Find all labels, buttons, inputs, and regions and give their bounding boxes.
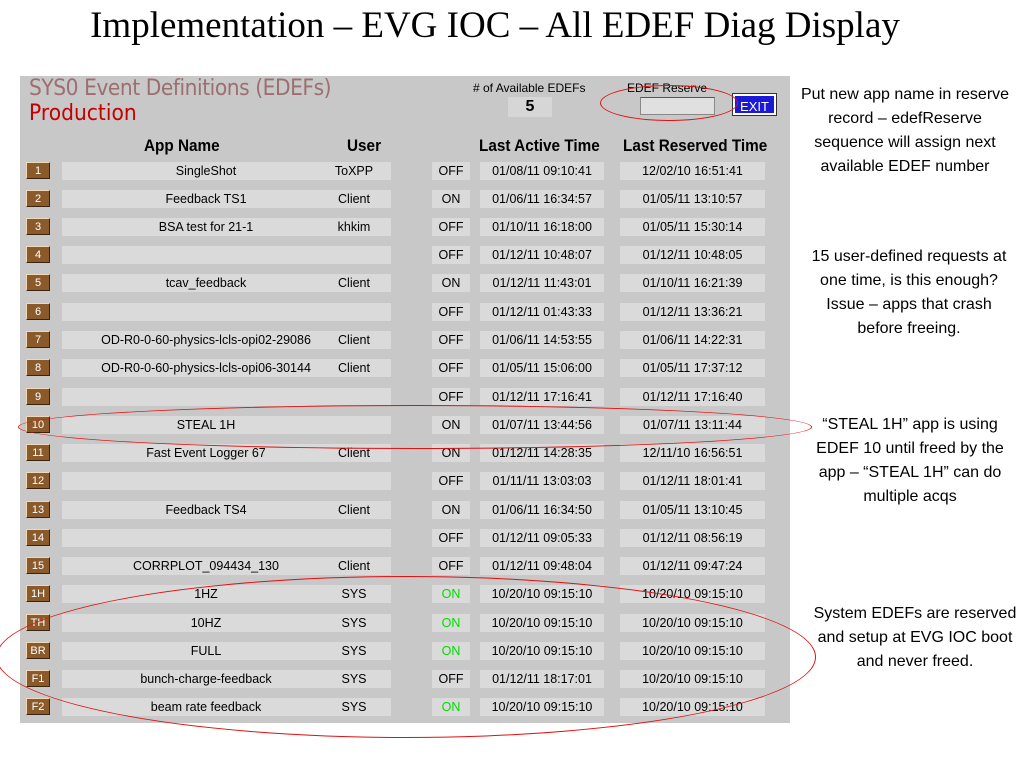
last-reserved-cell: 01/12/11 17:16:40 (620, 388, 765, 406)
last-reserved-cell: 10/20/10 09:15:10 (620, 614, 765, 632)
last-reserved-cell: 01/12/11 10:48:05 (620, 246, 765, 264)
table-row (20, 160, 790, 182)
state-cell: OFF (432, 162, 470, 180)
last-reserved-cell: 10/20/10 09:15:10 (620, 585, 765, 603)
state-cell: OFF (432, 529, 470, 547)
app-name-cell: STEAL 1H (62, 416, 350, 434)
last-reserved-cell: 01/05/11 15:30:14 (620, 218, 765, 236)
slide-title: Implementation – EVG IOC – All EDEF Diag Display (90, 5, 900, 46)
last-reserved-cell: 01/10/11 16:21:39 (620, 274, 765, 292)
last-active-cell: 01/12/11 14:28:35 (480, 444, 604, 462)
last-active-cell: 01/12/11 18:17:01 (480, 670, 604, 688)
state-cell: OFF (432, 303, 470, 321)
last-active-cell: 01/08/11 09:10:41 (480, 162, 604, 180)
state-cell: ON (432, 642, 470, 660)
state-cell: ON (432, 698, 470, 716)
state-cell: OFF (432, 670, 470, 688)
note-reserve-record: Put new app name in reserve record – edefReserve sequence will assign next available EDEF number (800, 86, 1010, 175)
state-cell: ON (432, 190, 470, 208)
state-cell: OFF (432, 472, 470, 490)
user-cell: SYS (317, 614, 391, 632)
user-cell: Client (317, 190, 391, 208)
last-active-cell: 01/12/11 09:48:04 (480, 557, 604, 575)
note-system-edefs: System EDEFs are reserved and setup at EVG IOC boot and never freed. (813, 605, 1017, 670)
state-cell: ON (432, 416, 470, 434)
panel-title: SYS0 Event Definitions (EDEFs) (29, 76, 332, 101)
last-reserved-cell: 10/20/10 09:15:10 (620, 670, 765, 688)
edef-button[interactable]: TH (26, 614, 50, 631)
app-name-cell: Fast Event Logger 67 (62, 444, 350, 462)
last-active-cell: 01/11/11 13:03:03 (480, 472, 604, 490)
column-header-app: App Name (144, 136, 220, 155)
edef-button[interactable]: 13 (26, 501, 50, 518)
exit-button[interactable]: EXIT (733, 94, 776, 115)
user-cell: Client (317, 331, 391, 349)
edef-button[interactable]: 7 (26, 331, 50, 348)
last-active-cell: 01/12/11 01:43:33 (480, 303, 604, 321)
user-cell: Client (317, 444, 391, 462)
app-name-cell: BSA test for 21-1 (62, 218, 350, 236)
app-name-cell (62, 388, 350, 406)
user-cell (317, 472, 391, 490)
last-active-cell: 10/20/10 09:15:10 (480, 698, 604, 716)
edef-button[interactable]: 11 (26, 444, 50, 461)
state-cell: OFF (432, 388, 470, 406)
user-cell (317, 529, 391, 547)
edef-button[interactable]: 2 (26, 190, 50, 207)
app-name-cell: CORRPLOT_094434_130 (62, 557, 350, 575)
app-name-cell: OD-R0-0-60-physics-lcls-opi06-30144 (62, 359, 350, 377)
last-active-cell: 01/12/11 17:16:41 (480, 388, 604, 406)
state-cell: OFF (432, 218, 470, 236)
last-active-cell: 01/12/11 11:43:01 (480, 274, 604, 292)
last-reserved-cell: 10/20/10 09:15:10 (620, 698, 765, 716)
user-cell: Client (317, 501, 391, 519)
user-cell (317, 303, 391, 321)
table-row (20, 329, 790, 351)
app-name-cell: Feedback TS4 (62, 501, 350, 519)
state-cell: ON (432, 585, 470, 603)
state-cell: OFF (432, 359, 470, 377)
last-reserved-cell: 12/02/10 16:51:41 (620, 162, 765, 180)
table-row (20, 357, 790, 379)
column-header-last-reserved: Last Reserved Time (623, 136, 768, 155)
column-header-user: User (347, 136, 382, 155)
last-active-cell: 01/10/11 16:18:00 (480, 218, 604, 236)
last-active-cell: 01/06/11 14:53:55 (480, 331, 604, 349)
edef-button[interactable]: 1 (26, 162, 50, 179)
edef-button[interactable]: 1H (26, 585, 50, 602)
last-active-cell: 01/06/11 16:34:50 (480, 501, 604, 519)
user-cell: ToXPP (317, 162, 391, 180)
last-active-cell: 01/05/11 15:06:00 (480, 359, 604, 377)
app-name-cell (62, 303, 350, 321)
edef-button[interactable]: 5 (26, 274, 50, 291)
note-user-defined: 15 user-defined requests at one time, is this enough? Issue – apps that crash before freeing. (811, 248, 1007, 337)
available-edefs-label: # of Available EDEFs (473, 81, 586, 95)
app-name-cell: beam rate feedback (62, 698, 350, 716)
annotation-circle-reserve (600, 85, 738, 121)
app-name-cell: FULL (62, 642, 350, 660)
last-active-cell: 10/20/10 09:15:10 (480, 614, 604, 632)
edef-button[interactable]: 15 (26, 557, 50, 574)
last-reserved-cell: 01/05/11 13:10:57 (620, 190, 765, 208)
table-row (20, 272, 790, 294)
table-row (20, 527, 790, 549)
edef-button[interactable]: 12 (26, 472, 50, 489)
state-cell: ON (432, 444, 470, 462)
edef-button[interactable]: 3 (26, 218, 50, 235)
user-cell: SYS (317, 698, 391, 716)
last-active-cell: 01/06/11 16:34:57 (480, 190, 604, 208)
table-row (20, 188, 790, 210)
state-cell: OFF (432, 331, 470, 349)
user-cell: khkim (317, 218, 391, 236)
edef-button[interactable]: 8 (26, 359, 50, 376)
table-row (20, 499, 790, 521)
edef-button[interactable]: F1 (26, 670, 50, 687)
note-steal-1h: “STEAL 1H” app is using EDEF 10 until freed by the app – “STEAL 1H” can do multiple acqs (816, 416, 1004, 505)
last-reserved-cell: 01/12/11 09:47:24 (620, 557, 765, 575)
panel-subtitle: Production (29, 101, 137, 126)
user-cell: SYS (317, 585, 391, 603)
app-name-cell: 1HZ (62, 585, 350, 603)
edef-button[interactable]: 14 (26, 529, 50, 546)
state-cell: OFF (432, 246, 470, 264)
last-reserved-cell: 01/12/11 13:36:21 (620, 303, 765, 321)
edef-button[interactable]: 6 (26, 303, 50, 320)
state-cell: ON (432, 274, 470, 292)
last-reserved-cell: 10/20/10 09:15:10 (620, 642, 765, 660)
annotation-ellipse-steal (18, 405, 812, 449)
app-name-cell: tcav_feedback (62, 274, 350, 292)
last-active-cell: 01/12/11 10:48:07 (480, 246, 604, 264)
table-row (20, 555, 790, 577)
last-active-cell: 10/20/10 09:15:10 (480, 642, 604, 660)
edef-button[interactable]: 4 (26, 246, 50, 263)
last-reserved-cell: 01/05/11 13:10:45 (620, 501, 765, 519)
user-cell (317, 388, 391, 406)
user-cell: Client (317, 274, 391, 292)
last-active-cell: 10/20/10 09:15:10 (480, 585, 604, 603)
table-row (20, 216, 790, 238)
last-reserved-cell: 01/07/11 13:11:44 (620, 416, 765, 434)
state-cell: OFF (432, 557, 470, 575)
annotation-ellipse-system (0, 576, 816, 738)
table-row (20, 301, 790, 323)
user-cell: Client (317, 359, 391, 377)
app-name-cell: Feedback TS1 (62, 190, 350, 208)
table-row (20, 244, 790, 266)
app-name-cell: 10HZ (62, 614, 350, 632)
app-name-cell (62, 246, 350, 264)
state-cell: ON (432, 614, 470, 632)
app-name-cell: bunch-charge-feedback (62, 670, 350, 688)
available-edefs-count: 5 (508, 97, 552, 117)
app-name-cell (62, 472, 350, 490)
last-reserved-cell: 01/06/11 14:22:31 (620, 331, 765, 349)
user-cell: SYS (317, 642, 391, 660)
edef-button[interactable]: BR (26, 642, 50, 659)
last-reserved-cell: 12/11/10 16:56:51 (620, 444, 765, 462)
last-reserved-cell: 01/12/11 08:56:19 (620, 529, 765, 547)
app-name-cell (62, 529, 350, 547)
last-active-cell: 01/12/11 09:05:33 (480, 529, 604, 547)
edef-button[interactable]: 10 (26, 416, 50, 433)
app-name-cell: SingleShot (62, 162, 350, 180)
user-cell: Client (317, 557, 391, 575)
table-row (20, 470, 790, 492)
state-cell: ON (432, 501, 470, 519)
edef-button[interactable]: 9 (26, 388, 50, 405)
column-header-last-active: Last Active Time (479, 136, 600, 155)
last-reserved-cell: 01/12/11 18:01:41 (620, 472, 765, 490)
user-cell (317, 246, 391, 264)
edef-reserve-label: EDEF Reserve (627, 81, 708, 95)
user-cell: SYS (317, 670, 391, 688)
app-name-cell: OD-R0-0-60-physics-lcls-opi02-29086 (62, 331, 350, 349)
edef-button[interactable]: F2 (26, 698, 50, 715)
last-reserved-cell: 01/05/11 17:37:12 (620, 359, 765, 377)
last-active-cell: 01/07/11 13:44:56 (480, 416, 604, 434)
